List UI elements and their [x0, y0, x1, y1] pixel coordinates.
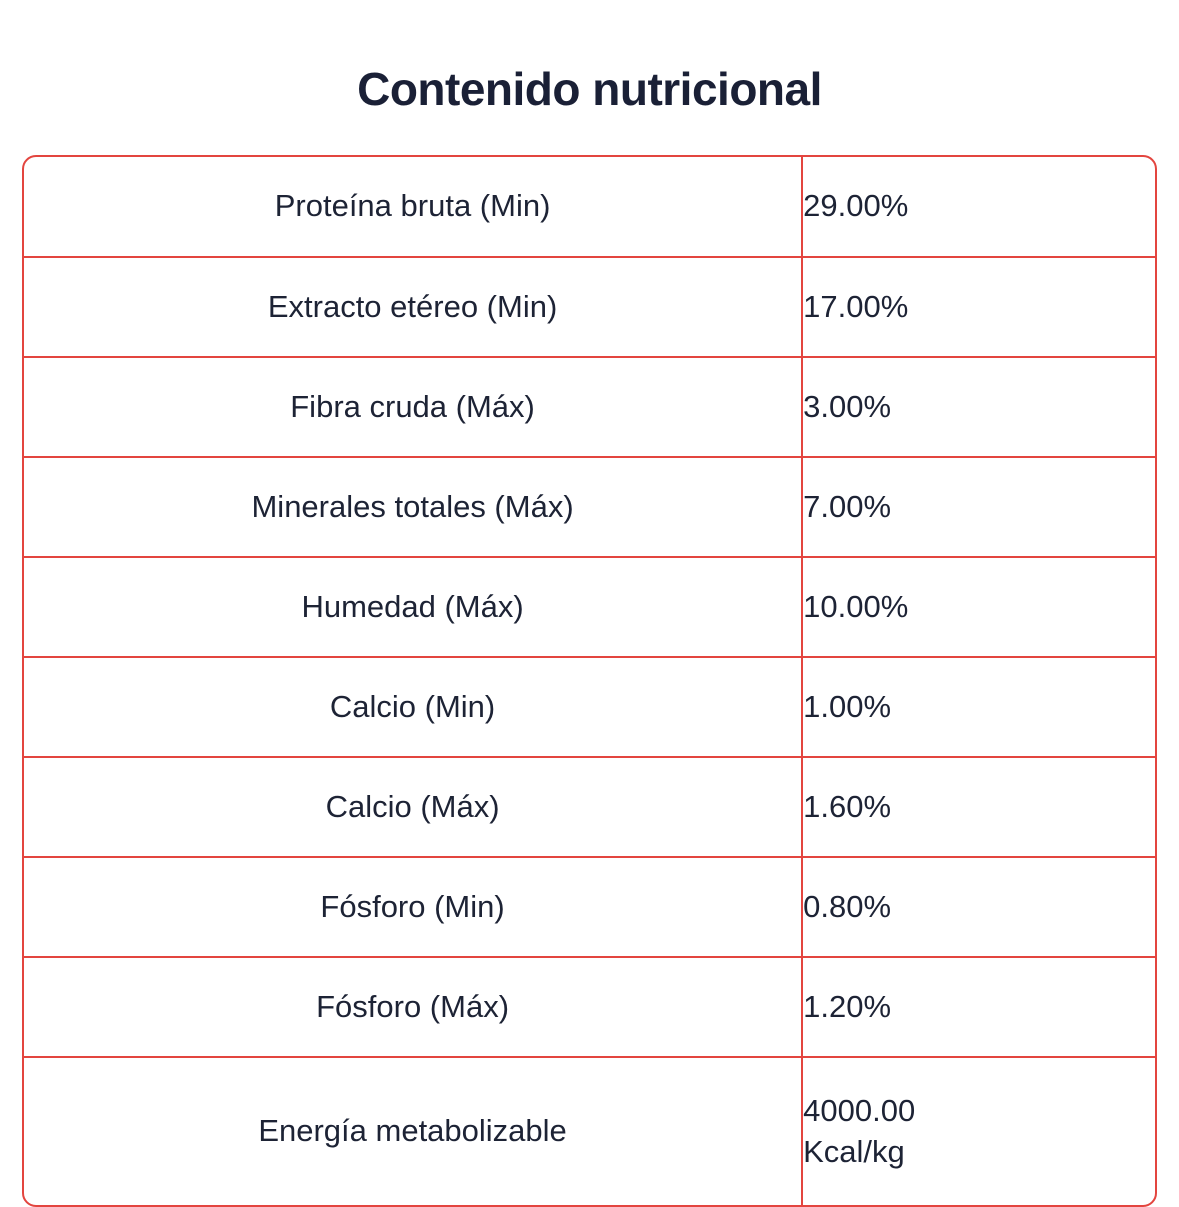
table-row — [24, 557, 1155, 657]
table-row — [24, 1057, 1155, 1205]
nutrient-value-number: 1.00% — [803, 688, 892, 724]
nutrient-value — [802, 657, 1155, 757]
nutrient-value-number: 17.00% — [803, 288, 909, 324]
table-row — [24, 457, 1155, 557]
nutrient-value-number: 29.00% — [803, 188, 909, 224]
table-row — [24, 257, 1155, 357]
page-title: Contenido nutricional — [357, 63, 822, 115]
nutrient-label: Minerales totales (Máx) — [24, 457, 802, 557]
nutrient-label: Energía metabolizable — [24, 1057, 802, 1205]
nutrient-value — [802, 957, 1155, 1057]
nutrient-label: Humedad (Máx) — [24, 557, 802, 657]
table-row — [24, 657, 1155, 757]
nutrient-value-number: 1.60% — [803, 788, 892, 824]
nutrient-label: Calcio (Min) — [24, 657, 802, 757]
nutrition-table-body — [24, 157, 1155, 1205]
nutrient-value — [802, 1057, 1155, 1205]
nutrient-value-number: 1.20% — [803, 988, 892, 1024]
nutrient-value-number: 7.00% — [803, 488, 892, 524]
nutrient-value — [802, 157, 1155, 257]
nutrient-label: Fósforo (Min) — [24, 857, 802, 957]
nutrient-value — [802, 257, 1155, 357]
nutrient-value-unit: Kcal/kg — [803, 1133, 905, 1169]
nutrition-table — [24, 157, 1155, 1205]
nutrient-value — [802, 557, 1155, 657]
nutrient-label: Calcio (Máx) — [24, 757, 802, 857]
nutrient-label: Fibra cruda (Máx) — [24, 357, 802, 457]
nutrient-label: Extracto etéreo (Min) — [24, 257, 802, 357]
table-row — [24, 957, 1155, 1057]
nutrient-value-number: 10.00% — [803, 588, 909, 624]
table-row — [24, 357, 1155, 457]
table-row — [24, 157, 1155, 257]
nutrient-value — [802, 357, 1155, 457]
nutrient-value-number: 0.80% — [803, 888, 892, 924]
table-row — [24, 757, 1155, 857]
nutrient-label: Fósforo (Máx) — [24, 957, 802, 1057]
nutrient-value-number: 3.00% — [803, 388, 892, 424]
nutrient-value-number: 4000.00 — [803, 1092, 916, 1128]
nutrition-table-container — [22, 155, 1157, 1207]
nutrient-value — [802, 457, 1155, 557]
nutrient-value — [802, 857, 1155, 957]
nutrient-value — [802, 757, 1155, 857]
nutrient-label: Proteína bruta (Min) — [24, 157, 802, 257]
table-row — [24, 857, 1155, 957]
